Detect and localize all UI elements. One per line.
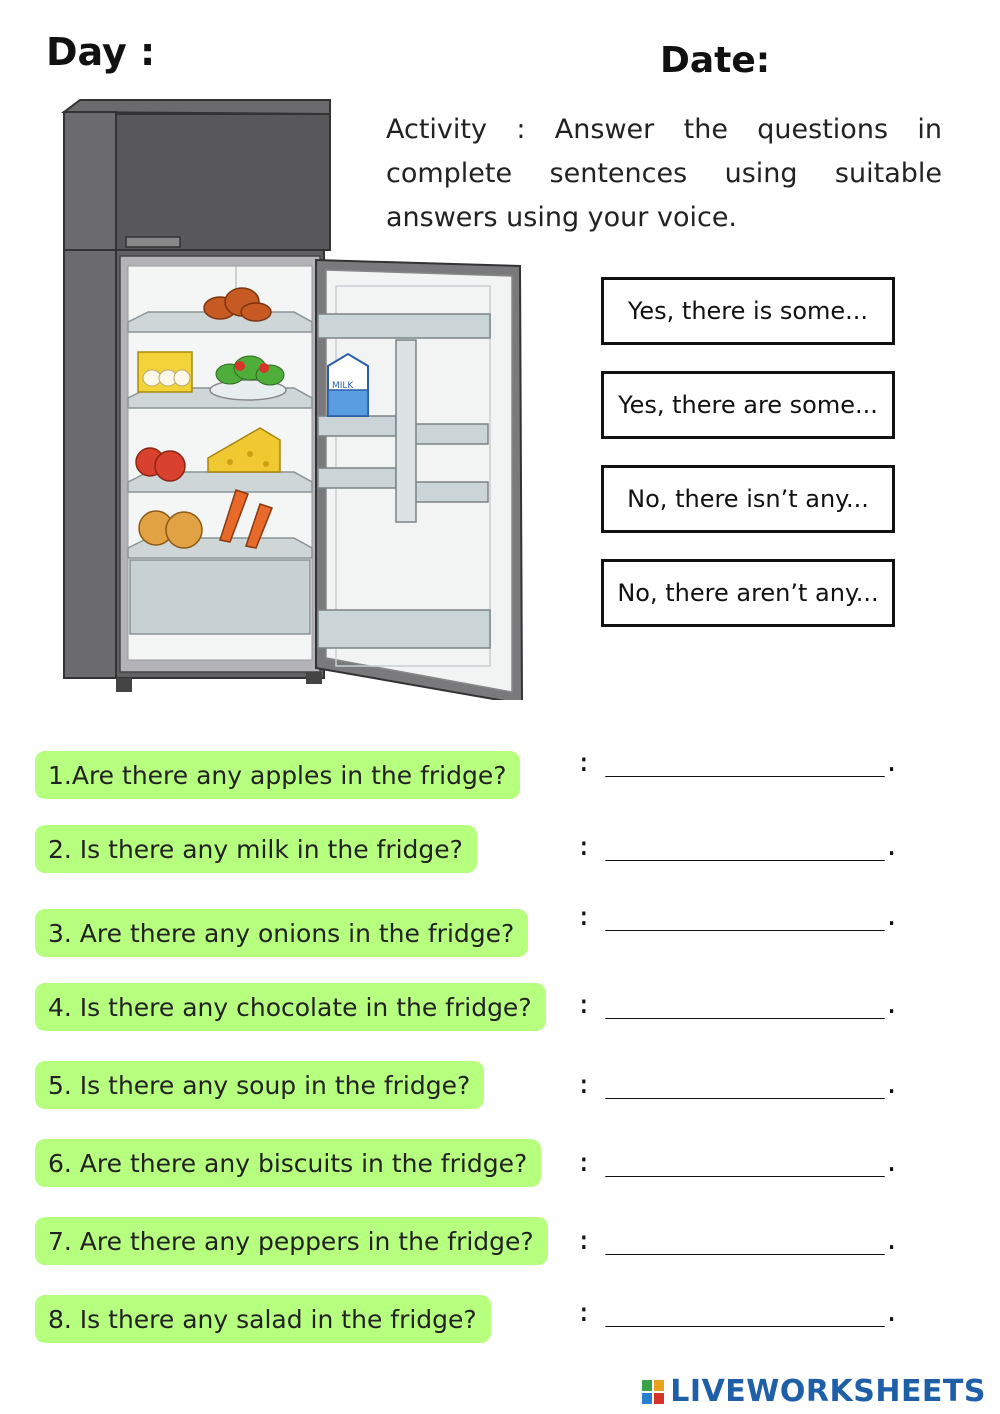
answer-field-7[interactable]: : ___________________.	[576, 1226, 899, 1256]
day-label: Day :	[46, 30, 156, 74]
date-label: Date:	[660, 40, 771, 81]
question-8: 8. Is there any salad in the fridge?	[35, 1295, 491, 1343]
phrase-box: No, there isn’t any...	[601, 465, 895, 533]
answer-field-1[interactable]: : ___________________.	[576, 748, 899, 778]
answer-field-3[interactable]: : ___________________.	[576, 902, 899, 932]
question-7: 7. Are there any peppers in the fridge?	[35, 1217, 548, 1265]
answer-field-4[interactable]: : ___________________.	[576, 990, 899, 1020]
milk-carton-label: MILK	[332, 381, 354, 391]
activity-instructions: Activity : Answer the questions in complete sentences using suitable answers using your voice.	[386, 114, 942, 233]
question-5: 5. Is there any soup in the fridge?	[35, 1061, 484, 1109]
answer-field-6[interactable]: : ___________________.	[576, 1148, 899, 1178]
question-4: 4. Is there any chocolate in the fridge?	[35, 983, 546, 1031]
question-3: 3. Are there any onions in the fridge?	[35, 909, 528, 957]
liveworksheets-logo[interactable]	[642, 1374, 986, 1409]
answer-field-2[interactable]: : ___________________.	[576, 832, 899, 862]
fridge-illustration	[50, 90, 530, 700]
answer-field-8[interactable]: : ___________________.	[576, 1298, 899, 1328]
phrase-box: Yes, there are some...	[601, 371, 895, 439]
phrase-box: Yes, there is some...	[601, 277, 895, 345]
phrase-box: No, there aren’t any...	[601, 559, 895, 627]
logo-text: LIVEWORKSHEETS	[670, 1374, 986, 1409]
question-1: 1.Are there any apples in the fridge?	[35, 751, 520, 799]
question-2: 2. Is there any milk in the fridge?	[35, 825, 477, 873]
logo-icon	[642, 1380, 664, 1404]
answer-field-5[interactable]: : ___________________.	[576, 1070, 899, 1100]
question-6: 6. Are there any biscuits in the fridge?	[35, 1139, 541, 1187]
